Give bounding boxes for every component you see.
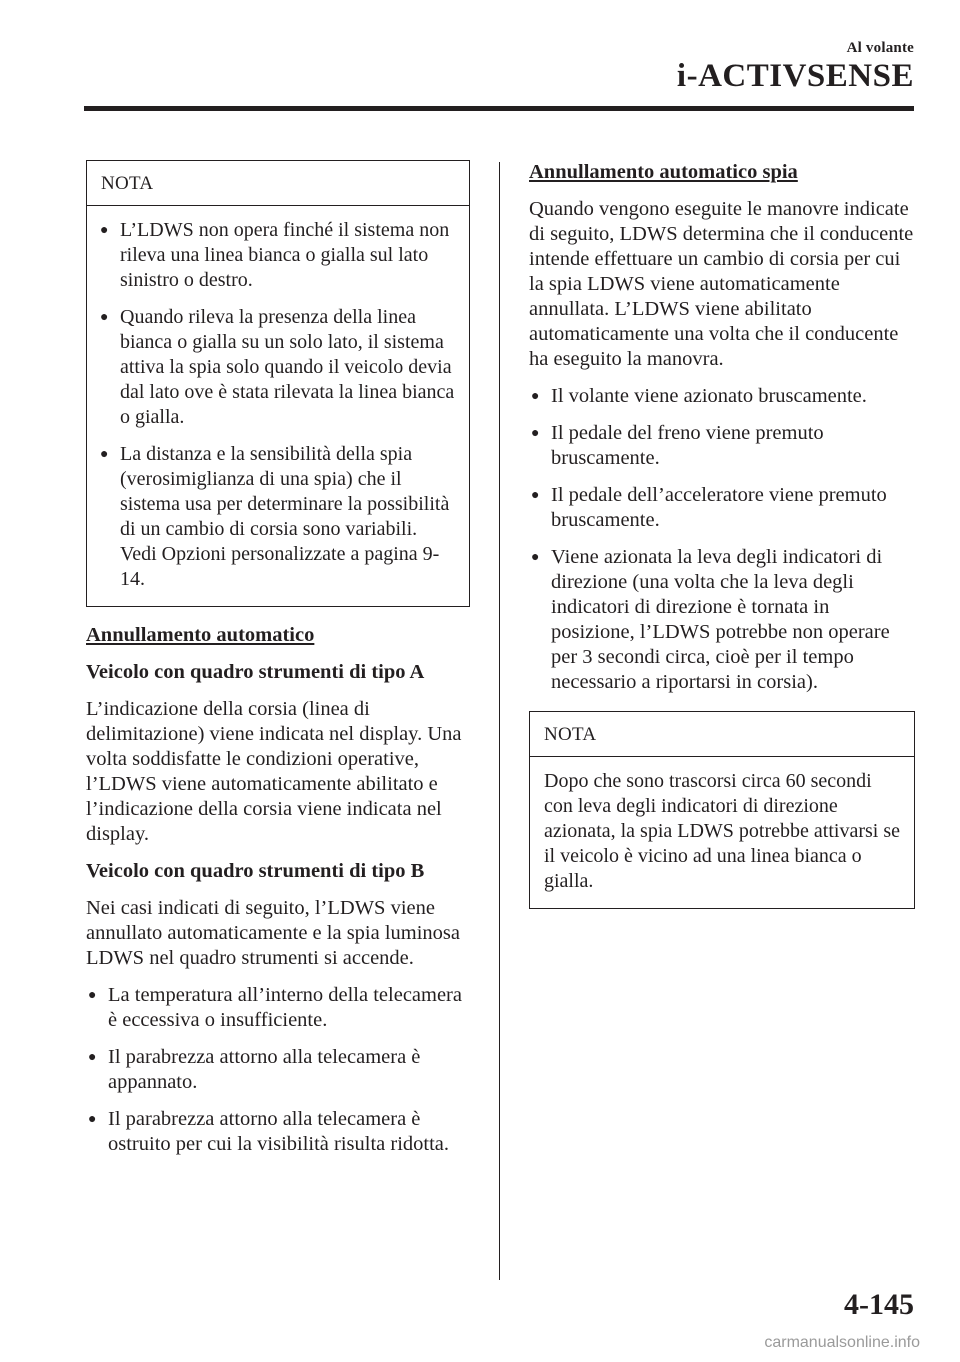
paragraph: Quando vengono eseguite le manovre indicate di seguito, LDWS determina che il conducente intende effettuare un cambio di corsia per cui la spia LDWS viene automaticamente annullata. L’LDWS viene abilitato automaticamente una volta che il conducente ha eseguito la manovra. xyxy=(529,198,914,370)
subheading-type-b: Veicolo con quadro strumenti di tipo B xyxy=(86,860,425,882)
maneuver-list xyxy=(529,384,915,695)
subheading-type-a: Veicolo con quadro strumenti di tipo A xyxy=(86,661,425,683)
note-box xyxy=(86,160,470,607)
bullet-icon: ● xyxy=(100,447,109,462)
page-number: 4-145 xyxy=(844,1288,914,1321)
bullet-icon: ● xyxy=(88,1112,97,1127)
left-column xyxy=(86,160,470,1157)
section-heading: Annullamento automatico xyxy=(86,624,315,646)
bullet-icon: ● xyxy=(531,550,540,565)
list-item: ● La temperatura all’interno della telecamera è eccessiva o insufficiente. xyxy=(88,984,462,1031)
note-list xyxy=(98,218,455,592)
note-box xyxy=(529,711,915,909)
bullet-icon: ● xyxy=(531,488,540,503)
chapter-title: i-ACTIVSENSE xyxy=(676,58,914,94)
list-item: ● Il pedale dell’acceleratore viene premuto bruscamente. xyxy=(531,484,887,531)
column-divider xyxy=(499,162,500,1280)
note-title: NOTA xyxy=(530,712,914,757)
list-item: ● Il parabrezza attorno alla telecamera è ostruito per cui la visibilità risulta ridotta. xyxy=(88,1108,450,1155)
bullet-icon: ● xyxy=(88,1050,97,1065)
list-item: ● Il pedale del freno viene premuto bruscamente. xyxy=(531,422,824,469)
bullet-icon: ● xyxy=(88,988,97,1003)
note-title: NOTA xyxy=(87,161,469,206)
watermark: carmanualsonline.info xyxy=(764,1334,920,1351)
header-rule xyxy=(84,106,914,111)
bullet-icon: ● xyxy=(100,310,109,325)
section-label: Al volante xyxy=(846,40,914,56)
paragraph-type-a: L’indicazione della corsia (linea di delimitazione) viene indicata nel display. Una volta soddisfatte le condizioni operative, l’LDWS viene automaticamente abilitato e l’indicazione della corsia viene indicata nel display. xyxy=(86,698,462,845)
bullet-icon: ● xyxy=(531,426,540,441)
right-column xyxy=(529,160,915,925)
list-item: ● Il parabrezza attorno alla telecamera è appannato. xyxy=(88,1046,421,1093)
bullet-icon: ● xyxy=(531,389,540,404)
note-text: Dopo che sono trascorsi circa 60 secondi con leva degli indicatori di direzione azionata, la spia LDWS potrebbe attivarsi se il veicolo è vicino ad una linea bianca o gialla. xyxy=(544,770,900,892)
page-reference: Vedi Opzioni personalizzate a pagina 9-14. xyxy=(120,543,440,590)
note-item: ● Quando rileva la presenza della linea bianca o gialla su un solo lato, il sistema attiva la spia solo quando il veicolo devia dal lato ove è stata rilevata la linea bianca o gialla. xyxy=(100,306,455,428)
section-heading: Annullamento automatico spia xyxy=(529,161,798,183)
note-body xyxy=(87,206,469,606)
list-item: ● Viene azionata la leva degli indicatori di direzione (una volta che la leva degli indicatori di direzione è tornata in posizione, l’LDWS potrebbe non operare per 3 secondi circa, cioè per il tempo necessario a riportarsi in corsia). xyxy=(531,546,890,693)
bullet-icon: ● xyxy=(100,223,109,238)
paragraph-type-b: Nei casi indicati di seguito, l’LDWS viene annullato automaticamente e la spia luminosa LDWS nel quadro strumenti si accende. xyxy=(86,897,461,969)
note-item: ● La distanza e la sensibilità della spia (verosimiglianza di una spia) che il sistema usa per determinare la possibilità di un cambio di corsia sono variabili. Vedi Opzioni personalizzate a pagina 9-14. xyxy=(100,443,450,590)
list-item: ● Il volante viene azionato bruscamente. xyxy=(531,385,867,407)
condition-list xyxy=(86,983,470,1157)
note-item: ● L’LDWS non opera finché il sistema non rileva una linea bianca o gialla sul lato sinistro o destro. xyxy=(100,219,450,291)
